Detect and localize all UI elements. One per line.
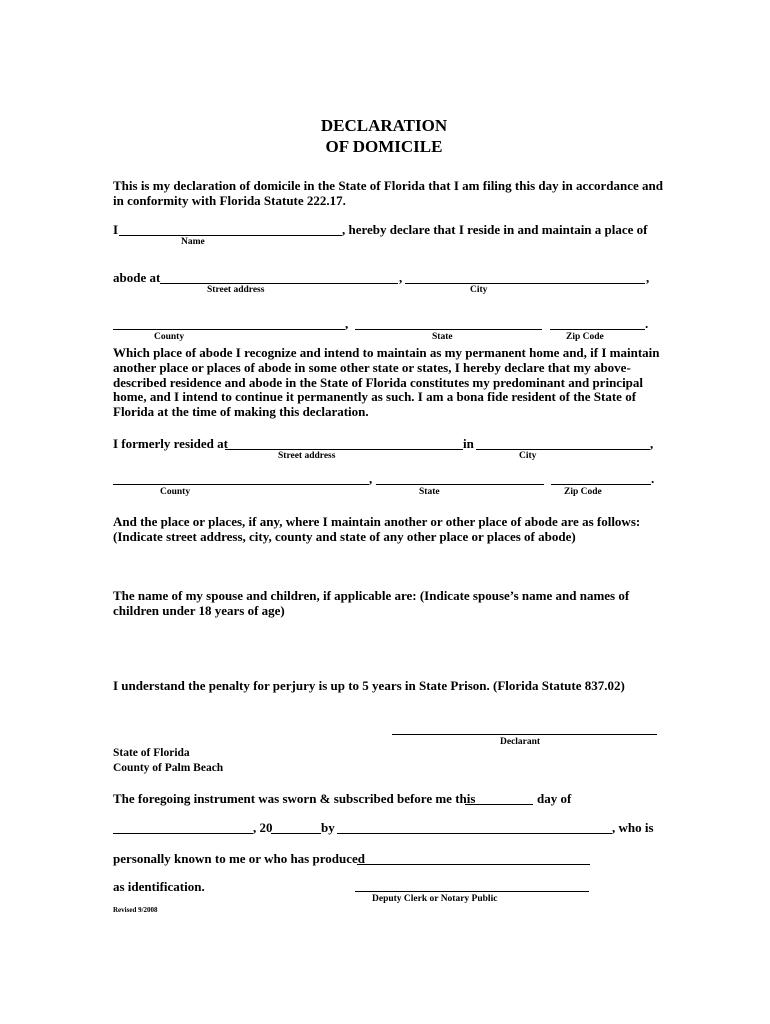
notary-signature-field[interactable]: [355, 891, 589, 892]
former-in-label: in: [463, 436, 474, 451]
other-abode-line1: And the place or places, if any, where I maintain another or other place of abode are as follows:: [113, 514, 641, 529]
declarant-signature-field[interactable]: [392, 734, 657, 735]
identification-label: as identification.: [113, 879, 205, 894]
abode-county-caption: County: [154, 332, 185, 342]
sworn-by-field[interactable]: [337, 833, 612, 834]
former-city-caption: City: [519, 451, 537, 461]
produced-label: personally known to me or who has produced: [113, 851, 365, 866]
paragraph-line5: Florida at the time of making this declaration.: [113, 404, 369, 419]
declare-prefix: I: [113, 222, 119, 237]
abode-period: .: [645, 316, 649, 331]
abode-city-caption: City: [470, 285, 488, 295]
former-zip-caption: Zip Code: [564, 487, 602, 497]
former-state-field[interactable]: [376, 484, 544, 485]
abode-state-field[interactable]: [355, 329, 542, 330]
declarant-caption: Declarant: [500, 737, 541, 747]
former-county-field[interactable]: [113, 484, 369, 485]
abode-county-field[interactable]: [113, 329, 345, 330]
spouse-line2: children under 18 years of age): [113, 603, 285, 618]
abode-zip-field[interactable]: [550, 329, 645, 330]
abode-zip-caption: Zip Code: [566, 332, 604, 342]
abode-comma1: ,: [399, 270, 403, 285]
abode-street-field[interactable]: [160, 283, 398, 284]
former-period: .: [651, 471, 655, 486]
name-field[interactable]: [119, 235, 342, 236]
jurisdiction-county: County of Palm Beach: [113, 762, 224, 774]
former-label: I formerly resided at: [113, 436, 228, 451]
spouse-children-field[interactable]: [113, 622, 653, 672]
paragraph-line3: described residence and abode in the State of Florida constitutes my predominant and principal: [113, 375, 644, 390]
sworn-year-field[interactable]: [271, 833, 321, 834]
declare-suffix: , hereby declare that I reside in and maintain a place of: [342, 222, 648, 237]
former-street-field[interactable]: [225, 449, 463, 450]
jurisdiction-state: State of Florida: [113, 747, 190, 759]
sworn-suffix: day of: [537, 791, 572, 806]
name-caption: Name: [181, 237, 205, 247]
former-comma1: ,: [650, 436, 654, 451]
produced-id-field[interactable]: [357, 864, 590, 865]
other-abode-line2: (Indicate street address, city, county and state of any other place or places of abode): [113, 529, 576, 544]
spouse-line1: The name of my spouse and children, if applicable are: (Indicate spouse’s name and names of: [113, 588, 630, 603]
paragraph-line4: home, and I intend to continue it permanently as such. I am a bona fide resident of the State of: [113, 389, 637, 404]
paragraph-line1: Which place of abode I recognize and intend to maintain as my permanent home and, if I maintain: [113, 345, 660, 360]
notary-caption: Deputy Clerk or Notary Public: [372, 894, 498, 904]
revised-date: Revised 9/2008: [113, 906, 158, 914]
intro-line2: in conformity with Florida Statute 222.17.: [113, 193, 346, 208]
sworn-month-field[interactable]: [113, 833, 253, 834]
former-state-caption: State: [419, 487, 440, 497]
other-abode-field[interactable]: [113, 548, 653, 582]
former-street-caption: Street address: [278, 451, 336, 461]
paragraph-line2: another place or places of abode in some other state or states, I hereby declare that my above-: [113, 360, 631, 375]
abode-label: abode at: [113, 270, 161, 285]
intro-line1: This is my declaration of domicile in the State of Florida that I am filing this day in accordance and: [113, 178, 663, 193]
perjury-statement: I understand the penalty for perjury is up to 5 years in State Prison. (Florida Statute 837.02): [113, 678, 625, 693]
former-county-caption: County: [160, 487, 191, 497]
former-zip-field[interactable]: [551, 484, 651, 485]
former-city-field[interactable]: [476, 449, 650, 450]
sworn-by-label: by: [321, 820, 335, 835]
abode-city-field[interactable]: [405, 283, 645, 284]
abode-street-caption: Street address: [207, 285, 265, 295]
form-title-line1: DECLARATION: [320, 116, 448, 135]
form-title-line2: OF DOMICILE: [325, 137, 443, 156]
sworn-who-is: , who is: [612, 820, 654, 835]
sworn-prefix: The foregoing instrument was sworn & subscribed before me this: [113, 791, 476, 806]
abode-state-caption: State: [432, 332, 453, 342]
sworn-day-field[interactable]: [465, 804, 533, 805]
abode-comma2: ,: [646, 270, 650, 285]
abode-comma3: ,: [345, 316, 349, 331]
sworn-year-prefix: , 20: [253, 820, 273, 835]
former-comma2: ,: [369, 471, 373, 486]
